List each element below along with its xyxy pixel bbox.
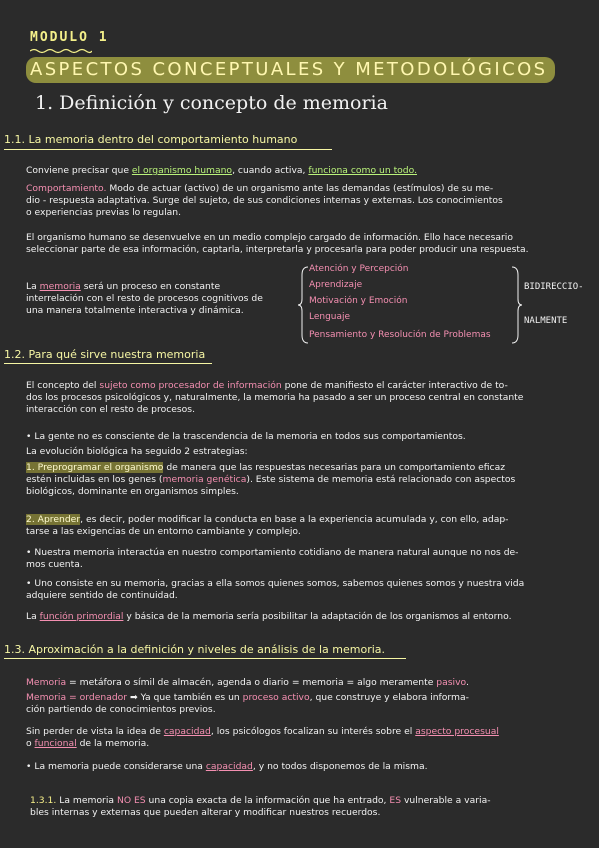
process-item: Atención y Percepción <box>309 264 409 274</box>
heading-1-3: 1.3. Aproximación a la definición y niveles de análisis de la memoria. <box>4 643 386 656</box>
process-item: Aprendizaje <box>309 280 363 290</box>
heading-1-3-underline <box>4 658 406 659</box>
s13-line-1: Memoria = metáfora o símil de almacén, agenda o diario = memoria = algo meramente pasivo. <box>26 677 469 688</box>
process-item: Pensamiento y Resolución de Problemas <box>309 330 491 340</box>
process-item: Motivación y Emoción <box>309 296 408 306</box>
s11-paragraph-2: Comportamiento. Modo de actuar (activo) de un organismo ante las demandas (estímulos) de su me- dio - respuesta adaptativa. Surge del sujeto, de sus condiciones internas y externas. Los conocimientos o experiencias previas lo regulan. <box>26 183 503 218</box>
s13-line-3: Sin perder de vista la idea de capacidad, los psicólogos focalizan su interés sobre el aspecto procesual o funcional de la memoria. <box>26 726 499 749</box>
s12-strategies-intro: La evolución biológica ha seguido 2 estrategias: <box>26 446 248 457</box>
process-item: Lenguaje <box>309 312 351 322</box>
heading-1-1-underline <box>4 149 332 150</box>
module-label: MODULO 1 <box>30 30 109 45</box>
s11-paragraph-4: La memoria será un proceso en constante interrelación con el resto de procesos cognitivos de una manera totalmente interactiva y dinámica. <box>26 281 263 316</box>
s11-paragraph-3: El organismo humano se desenvuelve en un medio complejo cargado de información. Ello hace necesario seleccionar parte de esa información, captarla, interpretarla y procesarla para poder producir una respuesta. <box>26 232 529 255</box>
module-wavy-underline <box>30 48 92 54</box>
s13-line-2: Memoria = ordenador ➡ Ya que también es un proceso activo, que construye y elabora informa- ción partiendo de conocimientos previos. <box>26 692 469 715</box>
s12-bullet-everyday: • Nuestra memoria interactúa en nuestro comportamiento cotidiano de manera natural aunque no nos de- mos cuenta. <box>26 547 519 570</box>
s12-bullet-awareness: • La gente no es consciente de la trascendencia de la memoria en todos sus comportamientos. <box>26 431 466 442</box>
s12-paragraph-1: El concepto del sujeto como procesador de información pone de manifiesto el carácter interactivo de to- dos los procesos psicológicos y, naturalmente, la memoria ha pasado a ser un proceso central en constante interacción con el resto de procesos. <box>26 380 524 415</box>
s12-primary-function: La función primordial y básica de la memoria sería posibilitar la adaptación de los organismos al entorno. <box>26 611 512 622</box>
s12-bullet-identity: • Uno consiste en su memoria, gracias a ella somos quienes somos, sabemos quienes somos y nuestra vida adquiere sentido de continuidad. <box>26 578 525 601</box>
main-title: ASPECTOS CONCEPTUALES Y METODOLÓGICOS <box>26 57 555 83</box>
bidirectional-label-2: NALMENTE <box>524 316 568 326</box>
bidirectional-label-1: BIDIRECCIO- <box>524 282 584 292</box>
s13-1-note: 1.3.1. La memoria NO ES una copia exacta de la información que ha entrado, ES vulnerable a varia- bles internas y externas que pueden alterar y modificar nuestros recuerdos. <box>30 795 491 818</box>
heading-1-2: 1.2. Para qué sirve nuestra memoria <box>4 348 206 361</box>
heading-1-1: 1.1. La memoria dentro del comportamiento humano <box>4 133 298 146</box>
section-title: 1. Definición y concepto de memoria <box>35 92 388 114</box>
s12-strategy-2: 2. Aprender, es decir, poder modificar la conducta en base a la experiencia acumulada y, con ello, adap- tarse a las exigencias de un entorno cambiante y complejo. <box>26 514 509 537</box>
s11-paragraph-1: Conviene precisar que el organismo humano, cuando activa, funciona como un todo. <box>26 165 418 176</box>
s13-line-4: • La memoria puede considerarse una capacidad, y no todos disponemos de la misma. <box>26 761 428 772</box>
s12-strategy-1: 1. Preprogramar el organismo de manera que las respuestas necesarias para un comportamiento eficaz estén incluidas en los genes (memoria genética). Este sistema de memoria está relacionado con aspectos biológicos, dominante en organismos simples. <box>26 462 516 497</box>
right-brace <box>510 265 522 345</box>
heading-1-2-underline <box>4 363 212 364</box>
